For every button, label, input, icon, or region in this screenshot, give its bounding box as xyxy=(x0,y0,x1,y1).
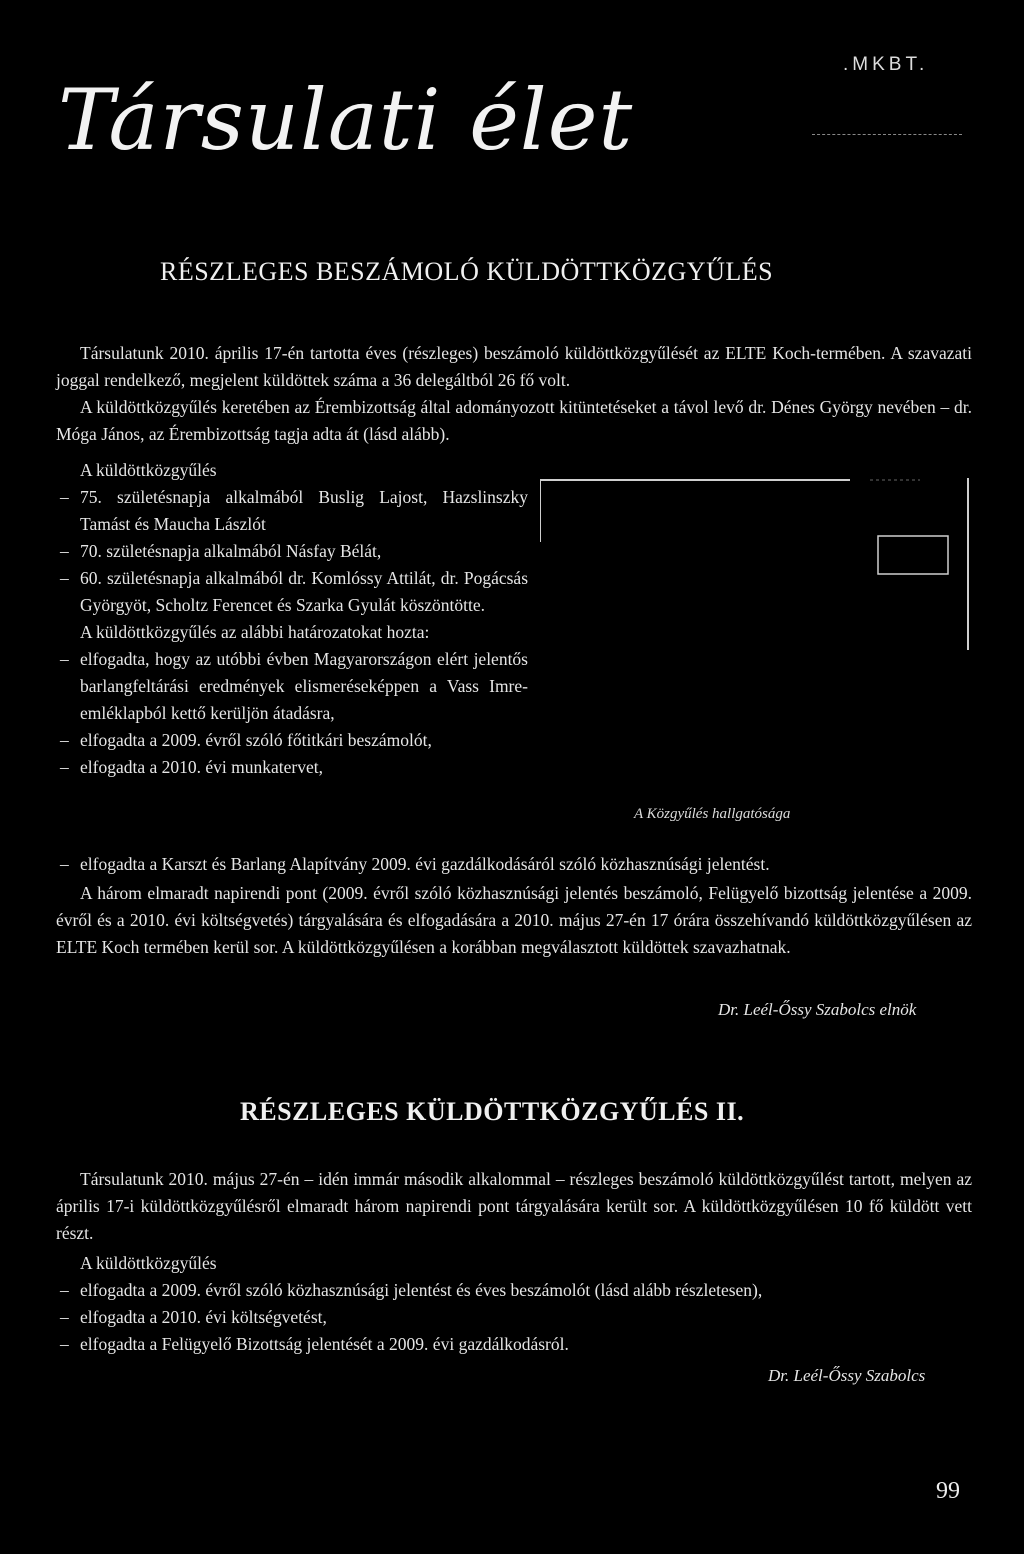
decisions-lead: A küldöttközgyűlés az alábbi határozatokat hozta: xyxy=(80,622,430,642)
list-item: – elfogadta a Karszt és Barlang Alapítvány 2009. évi gazdálkodásáról szóló közhasznúsági jelentést. xyxy=(56,851,972,878)
list-item: – elfogadta a 2010. évi munkatervet, xyxy=(56,754,528,781)
greetings-list-block xyxy=(56,484,528,781)
list-item: – elfogadta a 2010. évi költségvetést, xyxy=(56,1304,972,1331)
decisions-list xyxy=(56,646,528,781)
list-item: – elfogadta a 2009. évről szóló főtitkári beszámolót, xyxy=(56,727,528,754)
list-item: – 60. születésnapja alkalmából dr. Komlóssy Attilát, dr. Pogácsás Györgyöt, Scholtz Ferencet és Szarka Gyulát köszöntötte. xyxy=(56,565,528,619)
section1-signature: Dr. Leél-Őssy Szabolcs elnök xyxy=(718,1000,917,1019)
section1-closing: A három elmaradt napirendi pont (2009. évről szóló közhasznúsági jelentés beszámoló, Felügyelő bizottság jelentése a 2009. évről és a 2010. évi költségvetés) tárgyalására és elfogadására a 2010. május 27-én 17 órára összehívandó küldöttközgyűlésen az ELTE Koch termében kerül sor. A küldöttközgyűlésen a korábban megválasztott küldöttek szavazhatnak. xyxy=(56,883,972,957)
section1-intro-p2: A küldöttközgyűlés keretében az Érembizottság által adományozott kitüntetéseket a távol levő dr. Dénes György nevében – dr. Móga János, az Érembizottság tagja adta át (lásd alább). xyxy=(56,397,972,444)
section2-signature: Dr. Leél-Őssy Szabolcs xyxy=(768,1366,926,1385)
section-heading: Társulati élet xyxy=(58,71,634,169)
section1-title: RÉSZLEGES BESZÁMOLÓ KÜLDÖTTKÖZGYŰLÉS xyxy=(160,257,774,286)
page-number: 99 xyxy=(936,1478,960,1504)
section2-title: RÉSZLEGES KÜLDÖTTKÖZGYŰLÉS II. xyxy=(240,1097,745,1126)
list-item: – elfogadta a 2009. évről szóló közhasznúsági jelentést és éves beszámolót (lásd alább részletesen), xyxy=(56,1277,972,1304)
list-item: – elfogadta, hogy az utóbbi évben Magyarországon elért jelentős barlangfeltárási eredmények elismeréseképpen a Vass Imre-emléklapból kettő kerüljön átadásra, xyxy=(56,646,528,727)
journal-mark: .MKBT. xyxy=(843,54,929,75)
section2-intro: Társulatunk 2010. május 27-én – idén immár második alkalommal – részleges beszámoló küldöttközgyűlést tartott, melyen az április 17-i küldöttközgyűlésről elmaradt három napirendi pont tárgyalására került sor. A küldöttközgyűlésen 10 fő küldött vett részt. xyxy=(56,1169,972,1243)
section2-lead: A küldöttközgyűlés xyxy=(80,1253,217,1273)
photo-frame xyxy=(540,478,970,650)
list-item: – 75. születésnapja alkalmából Buslig Lajost, Hazslinszky Tamást és Maucha Lászlót xyxy=(56,484,528,538)
greetings-list xyxy=(56,484,528,619)
section2-decisions-list xyxy=(56,1277,972,1358)
section1-lead: A küldöttközgyűlés xyxy=(80,460,217,480)
photo-outline xyxy=(540,478,970,650)
section1-intro-p1: Társulatunk 2010. április 17-én tartotta éves (részleges) beszámoló küldöttközgyűlését az ELTE Koch-termében. A szavazati joggal rendelkező, megjelent küldöttek száma a 36 delegáltból 26 fő volt. xyxy=(56,343,972,390)
header-rule xyxy=(812,134,962,135)
decisions-list-cont xyxy=(56,851,972,878)
list-item: – 70. születésnapja alkalmából Násfay Bélát, xyxy=(56,538,528,565)
list-item: – elfogadta a Felügyelő Bizottság jelentését a 2009. évi gazdálkodásról. xyxy=(56,1331,972,1358)
photo-caption: A Közgyűlés hallgatósága xyxy=(634,806,791,822)
